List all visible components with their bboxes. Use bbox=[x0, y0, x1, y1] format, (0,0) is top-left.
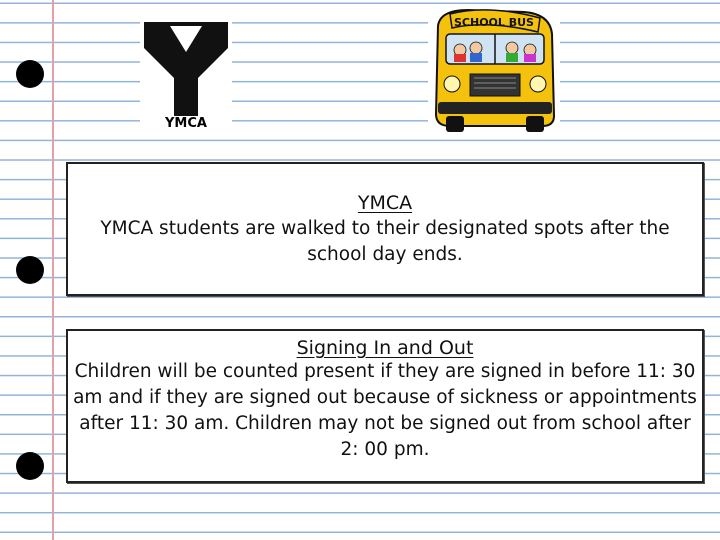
signing-in-out-heading: Signing In and Out bbox=[296, 337, 474, 359]
school-bus-illustration bbox=[428, 4, 560, 136]
ymca-logo-text: YMCA bbox=[140, 116, 232, 131]
signing-in-out-description: Children will be counted present if they are signed in before 11: 30 am and if they are signed out because of sickness or appointments after 11: 30 am. Children may not be signed out from school after 2: 00 pm. bbox=[73, 361, 697, 460]
binder-hole-bottom bbox=[16, 452, 44, 480]
signing-in-out-box bbox=[66, 329, 704, 483]
header-band bbox=[0, 0, 720, 160]
ymca-heading: YMCA bbox=[357, 192, 413, 214]
binder-hole-middle bbox=[16, 256, 44, 284]
bus-sign-text: SCHOOL BUS bbox=[454, 16, 534, 29]
ymca-description: YMCA students are walked to their designated spots after the school day ends. bbox=[100, 218, 670, 265]
ymca-info-box bbox=[66, 162, 704, 296]
